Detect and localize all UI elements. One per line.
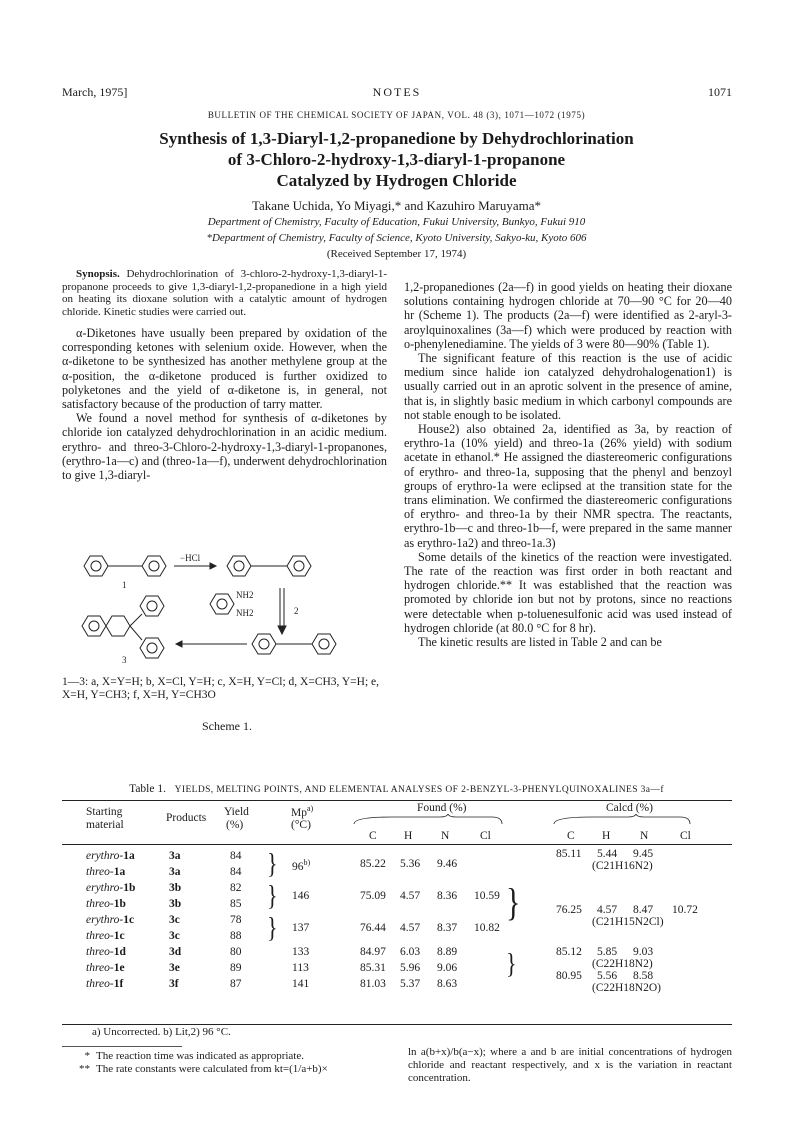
- row-calcd-value: 9.03: [633, 946, 654, 958]
- row-calcd-value: 10.72: [672, 904, 698, 916]
- scheme-legend: 1—3: a, X=Y=H; b, X=Cl, Y=H; c, X=H, Y=Cl; d, X=CH3, Y=H; e, X=H, Y=CH3; f, X=H, Y=CH3O: [62, 676, 380, 701]
- table-rule-bottom: [62, 1024, 732, 1025]
- header-calcd: Calcd (%): [606, 802, 653, 814]
- row-calcd-value: 85.12: [556, 946, 582, 958]
- benzene-ring: [252, 634, 276, 654]
- row-melting-point: 113: [292, 962, 309, 974]
- row-melting-point: 137: [292, 922, 310, 934]
- benzene-ring: [91, 561, 101, 571]
- row-product: 3a: [169, 866, 181, 878]
- row-found-value: 5.36: [400, 858, 421, 870]
- header-section: NOTES: [372, 85, 422, 99]
- row-found-value: 84.97: [360, 946, 386, 958]
- header-calcd-cl: Cl: [680, 830, 691, 842]
- row-found-value: 5.37: [400, 978, 421, 990]
- row-melting-point: 96$^{b)}$: [292, 858, 311, 873]
- table-rule-header: [62, 844, 732, 845]
- row-yield: 84: [230, 850, 242, 862]
- row-starting-material: erythro-1b: [86, 882, 136, 894]
- bond: [130, 614, 142, 626]
- benzene-ring: [147, 601, 157, 611]
- row-product: 3b: [169, 898, 182, 910]
- synopsis-text: Dehydrochlorination of 3-chloro-2-hydroxy-1,3-diaryl-1-propanone proceeds to give 1,3-diaryl-1,2-propanedione in a high yield on heating its dioxane solution with a catalytic amount of hydrogen chloride. Kinetic studies were carried out.: [62, 268, 387, 318]
- row-calcd-formula: (C22H18N2O): [592, 982, 661, 994]
- row-yield: 84: [230, 866, 242, 878]
- row-melting-point: 146: [292, 890, 310, 902]
- reagent-label: −HCl: [180, 553, 201, 563]
- row-found-value: 8.63: [437, 978, 458, 990]
- amine-label: NH2: [236, 608, 254, 618]
- benzene-ring: [149, 561, 159, 571]
- row-found-value: 75.09: [360, 890, 386, 902]
- footnotes-left: [62, 1046, 382, 1076]
- benzene-ring: [227, 556, 251, 576]
- row-starting-material: erythro-1a: [86, 850, 135, 862]
- row-product: 3c: [169, 914, 180, 926]
- synopsis: [62, 268, 387, 318]
- benzene-ring: [147, 643, 157, 653]
- row-yield: 85: [230, 898, 242, 910]
- row-product: 3e: [169, 962, 180, 974]
- bond: [130, 626, 142, 640]
- compound-number-1: 1: [122, 580, 127, 590]
- author-list: Takane Uchida, Yo Miyagi,* and Kazuhiro Maruyama*: [252, 198, 541, 213]
- quinoxaline-ring: [82, 616, 106, 636]
- header-calcd-c: C: [567, 830, 575, 842]
- scheme-1-diagram: [62, 536, 392, 666]
- paragraph: House2) also obtained 2a, identified as 3a, by reaction of erythro-1a (10% yield) and threo-1a (26% yield) with sodium acetate in ethanol.* He assigned the diastereomeric configurations of erythro- and threo-1a, supposing that the phenyl and benzoyl groups of erythro-1a were eclipsed at the transition state for the trans elimination. We confirmed the diastereomeric configurations of erythro- and threo-1a by their NMR spectra. The reactants, erythro-1b—c and threo-1b—f, were prepared in the same manner as erythro-1a2) and threo-1a.3): [404, 422, 732, 550]
- header-mp: Mp$^{a)}$: [291, 804, 314, 819]
- arrow-head: [210, 563, 216, 569]
- header-products: Products: [166, 812, 207, 824]
- scheme-caption: Scheme 1.: [202, 719, 252, 733]
- row-found-value: 9.06: [437, 962, 458, 974]
- row-calcd-value: 8.58: [633, 970, 654, 982]
- benzene-ring: [140, 596, 164, 616]
- header-yield-unit: (%): [226, 819, 244, 831]
- row-found-value: 85.31: [360, 962, 386, 974]
- row-melting-point: 133: [292, 946, 310, 958]
- table-rule-top: [62, 800, 732, 801]
- benzene-ring: [294, 561, 304, 571]
- row-found-value: 76.44: [360, 922, 386, 934]
- row-found-value: 8.89: [437, 946, 458, 958]
- row-yield: 88: [230, 930, 242, 942]
- header-page-number: 1071: [708, 85, 732, 99]
- header-starting: Starting: [86, 806, 123, 818]
- paragraph: The kinetic results are listed in Table 2 and can be: [418, 635, 662, 650]
- benzene-ring: [142, 556, 166, 576]
- header-yield: Yield: [224, 806, 249, 818]
- row-found-value: 9.46: [437, 858, 458, 870]
- diamine-ring: [217, 599, 227, 609]
- header-found-cl: Cl: [480, 830, 491, 842]
- paragraph: We found a novel method for synthesis of α-diketones by chloride ion catalyzed dehydrochlorination in an acidic medium. erythro- and threo-3-Chloro-2-hydroxy-1,3-diaryl-1-propanones, (erythro-1a—c) and (threo-1a—f), underwent dehydrochlorination to give 1,3-diaryl-: [62, 411, 387, 483]
- arrow-head: [278, 626, 286, 634]
- column-group-braces: [62, 814, 732, 826]
- header-date: March, 1975]: [62, 85, 128, 99]
- quinoxaline-ring: [106, 616, 130, 636]
- amine-label: NH2: [236, 590, 254, 600]
- row-calcd-formula: (C21H15N2Cl): [592, 916, 664, 928]
- title-line-1: Synthesis of 1,3-Diaryl-1,2-propanedione by Dehydrochlorination: [159, 129, 634, 148]
- row-found-value: 85.22: [360, 858, 386, 870]
- row-starting-material: threo-1e: [86, 962, 125, 974]
- row-found-value: 81.03: [360, 978, 386, 990]
- compound-number-3: 3: [122, 655, 127, 665]
- article-title: [0, 128, 793, 191]
- header-mp-unit: (°C): [291, 819, 311, 831]
- row-product: 3d: [169, 946, 182, 958]
- row-starting-material: erythro-1c: [86, 914, 135, 926]
- header-calcd-n: N: [640, 830, 649, 842]
- benzene-ring: [319, 639, 329, 649]
- benzene-ring: [84, 556, 108, 576]
- arrow-head: [176, 641, 182, 647]
- row-melting-point: 141: [292, 978, 310, 990]
- paragraph: The significant feature of this reaction is the use of acidic medium since halide ion catalyzed dehydrohalogenation1) is usually carried out in an aprotic solvent in the presence of amine, that is, in slightly basic medium in which carbonyl compounds are not stable enough to be isolated.: [404, 351, 732, 422]
- row-found-value: 6.03: [400, 946, 421, 958]
- row-starting-material: threo-1c: [86, 930, 125, 942]
- row-brace: }: [506, 947, 517, 980]
- row-calcd-value: 4.57: [597, 904, 618, 916]
- row-found-value: 5.96: [400, 962, 421, 974]
- benzene-ring: [259, 639, 269, 649]
- row-starting-material: threo-1b: [86, 898, 126, 910]
- table-caption: [0, 783, 793, 795]
- row-yield: 80: [230, 946, 242, 958]
- row-found-value: 8.36: [437, 890, 458, 902]
- row-calcd-value: 9.45: [633, 848, 654, 860]
- header-found: Found (%): [417, 802, 467, 814]
- header-calcd-h: H: [602, 830, 611, 842]
- diamine-ring: [210, 594, 234, 614]
- row-calcd-formula: (C22H18N2): [592, 958, 653, 970]
- row-starting-material: threo-1d: [86, 946, 126, 958]
- left-column: [62, 268, 387, 482]
- row-found-value: 8.37: [437, 922, 458, 934]
- table-title: YIELDS, MELTING POINTS, AND ELEMENTAL ANALYSES OF 2-BENZYL-3-PHENYLQUINOXALINES 3a—f: [174, 785, 664, 795]
- benzene-ring: [234, 561, 244, 571]
- table-label: Table 1.: [129, 783, 166, 795]
- row-starting-material: threo-1a: [86, 866, 126, 878]
- paragraph: α-Diketones have usually been prepared by oxidation of the corresponding ketones with selenium oxide. However, when the α-diketone to be synthesized has another methylene group at the α-position, the α-diketone produced is further oxidized to polyketones and the yield of α-diketone is, in general, not satisfactory because of the production of tarry matter.: [62, 326, 387, 412]
- title-line-3: Catalyzed by Hydrogen Chloride: [276, 171, 517, 190]
- header-found-n: N: [441, 830, 450, 842]
- row-found-value: 10.59: [474, 890, 500, 902]
- right-column: [404, 280, 732, 649]
- row-yield: 82: [230, 882, 242, 894]
- header-material: material: [86, 819, 124, 831]
- quinoxaline-ring: [89, 621, 99, 631]
- row-product: 3f: [169, 978, 179, 990]
- row-yield: 87: [230, 978, 242, 990]
- row-starting-material: threo-1f: [86, 978, 124, 990]
- paragraph: Some details of the kinetics of the reaction were investigated. The rate of the reaction was first order in both reactant and hydrogen chloride.** It was established that the reaction was promoted by chloride ion but not by protons, since no reactions were detectable when p-toluenesulfonic acid was used instead of hydrogen chloride (at 80.0 °C for 8 hr).: [404, 549, 732, 635]
- paragraph: 1,2-propanediones (2a—f) in good yields on heating their dioxane solutions containing hydrogen chloride at 70—90 °C for 20—40 hr (Scheme 1). The products (2a—f) were identified as 2-aryl-3-aroylquinoxalines (3a—f) which were produced by reaction with o-phenylenediamine. The yields of 3 were 80—90% (Table 1).: [404, 280, 732, 351]
- step-label: 2: [294, 606, 299, 616]
- benzene-ring: [312, 634, 336, 654]
- row-calcd-value: 85.11: [556, 848, 582, 860]
- footnote-1: * The reaction time was indicated as appropriate.: [84, 1050, 304, 1062]
- received-date: (Received September 17, 1974): [326, 248, 467, 260]
- row-calcd-formula: (C21H16N2): [592, 860, 653, 872]
- row-brace: }: [267, 879, 278, 912]
- row-calcd-value: 80.95: [556, 970, 582, 982]
- row-product: 3b: [169, 882, 182, 894]
- row-calcd-value: 76.25: [556, 904, 582, 916]
- benzene-ring: [287, 556, 311, 576]
- header-found-c: C: [369, 830, 377, 842]
- row-found-value: 4.57: [400, 922, 421, 934]
- row-yield: 89: [230, 962, 242, 974]
- row-yield: 78: [230, 914, 242, 926]
- row-brace: }: [506, 881, 521, 925]
- row-calcd-value: 5.85: [597, 946, 618, 958]
- row-brace: }: [267, 911, 278, 944]
- affiliation-1: Department of Chemistry, Faculty of Education, Fukui University, Bunkyo, Fukui 910: [207, 216, 586, 228]
- title-line-2: of 3-Chloro-2-hydroxy-1,3-diaryl-1-propanone: [227, 150, 566, 169]
- affiliation-2: *Department of Chemistry, Faculty of Science, Kyoto University, Sakyo-ku, Kyoto 606: [206, 232, 587, 244]
- header-found-h: H: [404, 830, 413, 842]
- row-product: 3c: [169, 930, 180, 942]
- data-table: [62, 796, 732, 1041]
- benzene-ring: [140, 638, 164, 658]
- table-notes: a) Uncorrected. b) Lit,2) 96 °C.: [92, 1026, 231, 1038]
- row-brace: }: [267, 847, 278, 880]
- row-calcd-value: 8.47: [633, 904, 654, 916]
- row-found-value: 4.57: [400, 890, 421, 902]
- row-found-value: 10.82: [474, 922, 500, 934]
- footnote-2: ** The rate constants were calculated from kt=(1/a+b)×: [79, 1063, 328, 1075]
- row-product: 3a: [169, 850, 181, 862]
- footnote-2-continued: ln a(b+x)/b(a−x); where a and b are initial concentrations of hydrogen chloride and reactant respectively, and x is the variation in reactant concentration.: [408, 1046, 732, 1084]
- journal-citation: BULLETIN OF THE CHEMICAL SOCIETY OF JAPAN, VOL. 48 (3), 1071—1072 (1975): [207, 110, 586, 120]
- row-calcd-value: 5.44: [597, 848, 618, 860]
- synopsis-label: Synopsis.: [76, 268, 120, 280]
- row-calcd-value: 5.56: [597, 970, 618, 982]
